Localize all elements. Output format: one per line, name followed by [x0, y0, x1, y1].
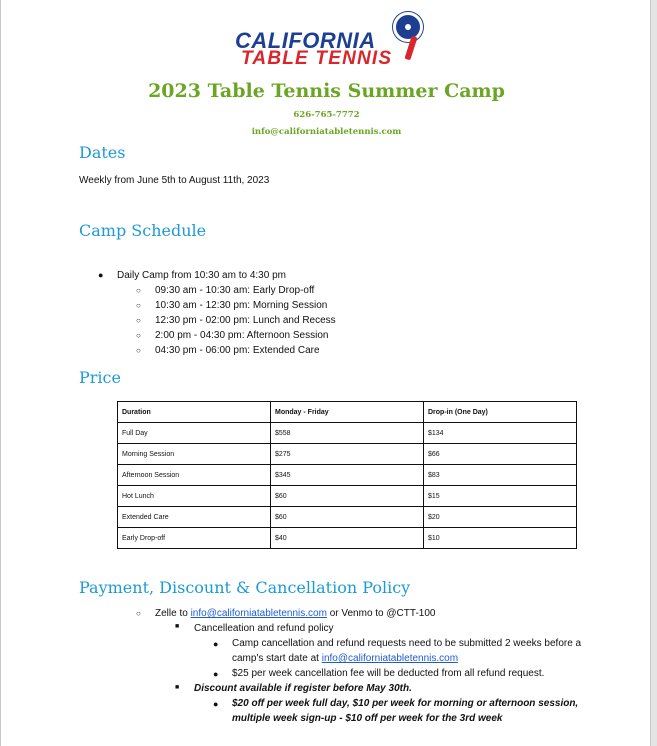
table-cell: $66	[424, 444, 577, 465]
table-cell: $83	[424, 465, 577, 486]
table-cell: $10	[424, 528, 577, 549]
circle-bullet-icon: ○	[136, 286, 141, 295]
table-cell: Full Day	[118, 423, 271, 444]
cancel-line1: Camp cancellation and refund requests need to be submitted 2 weeks before a	[232, 638, 582, 649]
table-row	[118, 486, 577, 507]
schedule-main: Daily Camp from 10:30 am to 4:30 pm	[117, 270, 286, 281]
column-header: Monday - Friday	[271, 402, 424, 423]
dates-text: Weekly from June 5th to August 11th, 2023	[79, 175, 270, 186]
circle-bullet-icon: ○	[136, 331, 141, 340]
circle-bullet-icon: ○	[136, 609, 141, 618]
california-table-tennis-logo	[235, 10, 427, 68]
price-table	[117, 401, 577, 549]
table-row	[118, 444, 577, 465]
discount-heading: Discount available if register before May 30th.	[194, 683, 412, 694]
schedule-item: 12:30 pm - 02:00 pm: Lunch and Recess	[155, 315, 336, 326]
table-row	[118, 465, 577, 486]
payment-suffix: or Venmo to @CTT-100	[326, 608, 436, 619]
table-row	[118, 507, 577, 528]
bullet-icon: ●	[213, 639, 219, 649]
bullet-icon: ●	[213, 669, 219, 679]
bullet-icon: ●	[213, 699, 219, 709]
table-cell: $20	[424, 507, 577, 528]
table-cell: Afternoon Session	[118, 465, 271, 486]
table-cell: $15	[424, 486, 577, 507]
square-bullet-icon: ■	[175, 684, 180, 691]
schedule-item: 2:00 pm - 04:30 pm: Afternoon Session	[155, 330, 329, 341]
table-cell: $40	[271, 528, 424, 549]
circle-bullet-icon: ○	[136, 316, 141, 325]
table-cell: Early Drop-off	[118, 528, 271, 549]
table-cell: $558	[271, 423, 424, 444]
cancel-line2-prefix: camp's start date at	[232, 653, 322, 664]
ping-pong-paddle-icon	[393, 12, 423, 42]
cancel-line2	[232, 653, 458, 664]
page-title: 2023 Table Tennis Summer Camp	[148, 80, 505, 102]
payment-email-link[interactable]: info@californiatabletennis.com	[190, 608, 327, 619]
table-row	[118, 528, 577, 549]
table-cell: $345	[271, 465, 424, 486]
table-cell: $60	[271, 486, 424, 507]
camp-schedule-heading: Camp Schedule	[79, 221, 207, 240]
table-cell: $60	[271, 507, 424, 528]
table-cell: Extended Care	[118, 507, 271, 528]
fee-text: $25 per week cancellation fee will be deducted from all refund request.	[232, 668, 545, 679]
contact-phone: 626-765-7772	[293, 110, 360, 120]
discount-line1: $20 off per week full day, $10 per week for morning or afternoon session,	[232, 698, 579, 709]
circle-bullet-icon: ○	[136, 346, 141, 355]
schedule-item: 04:30 pm - 06:00 pm: Extended Care	[155, 345, 320, 356]
table-cell: $134	[424, 423, 577, 444]
table-row	[118, 423, 577, 444]
table-cell: $275	[271, 444, 424, 465]
logo-line1: CALIFORNIA	[235, 28, 376, 53]
schedule-item: 09:30 am - 10:30 am: Early Drop-off	[155, 285, 315, 296]
payment-line	[155, 608, 435, 619]
payment-prefix: Zelle to	[155, 608, 191, 619]
square-bullet-icon: ■	[175, 623, 180, 630]
cancel-heading: Cancelleation and refund policy	[194, 623, 334, 634]
table-cell: Morning Session	[118, 444, 271, 465]
table-header-row	[118, 402, 577, 423]
cancel-email-link[interactable]: info@californiatabletennis.com	[321, 653, 459, 664]
schedule-item: 10:30 am - 12:30 pm: Morning Session	[155, 300, 328, 311]
table-cell: Hot Lunch	[118, 486, 271, 507]
scrollbar-track[interactable]	[651, 0, 657, 746]
policy-heading: Payment, Discount & Cancellation Policy	[79, 578, 411, 597]
discount-line2: multiple week sign-up - $10 off per week for the 3rd week	[232, 713, 503, 724]
column-header: Drop-in (One Day)	[424, 402, 577, 423]
dates-heading: Dates	[79, 143, 126, 162]
column-header: Duration	[118, 402, 271, 423]
contact-email: info@californiatabletennis.com	[251, 127, 402, 137]
circle-bullet-icon: ○	[136, 301, 141, 310]
price-heading: Price	[79, 368, 121, 387]
logo-line2: TABLE TENNIS	[241, 48, 393, 69]
bullet-icon: ●	[98, 270, 104, 280]
